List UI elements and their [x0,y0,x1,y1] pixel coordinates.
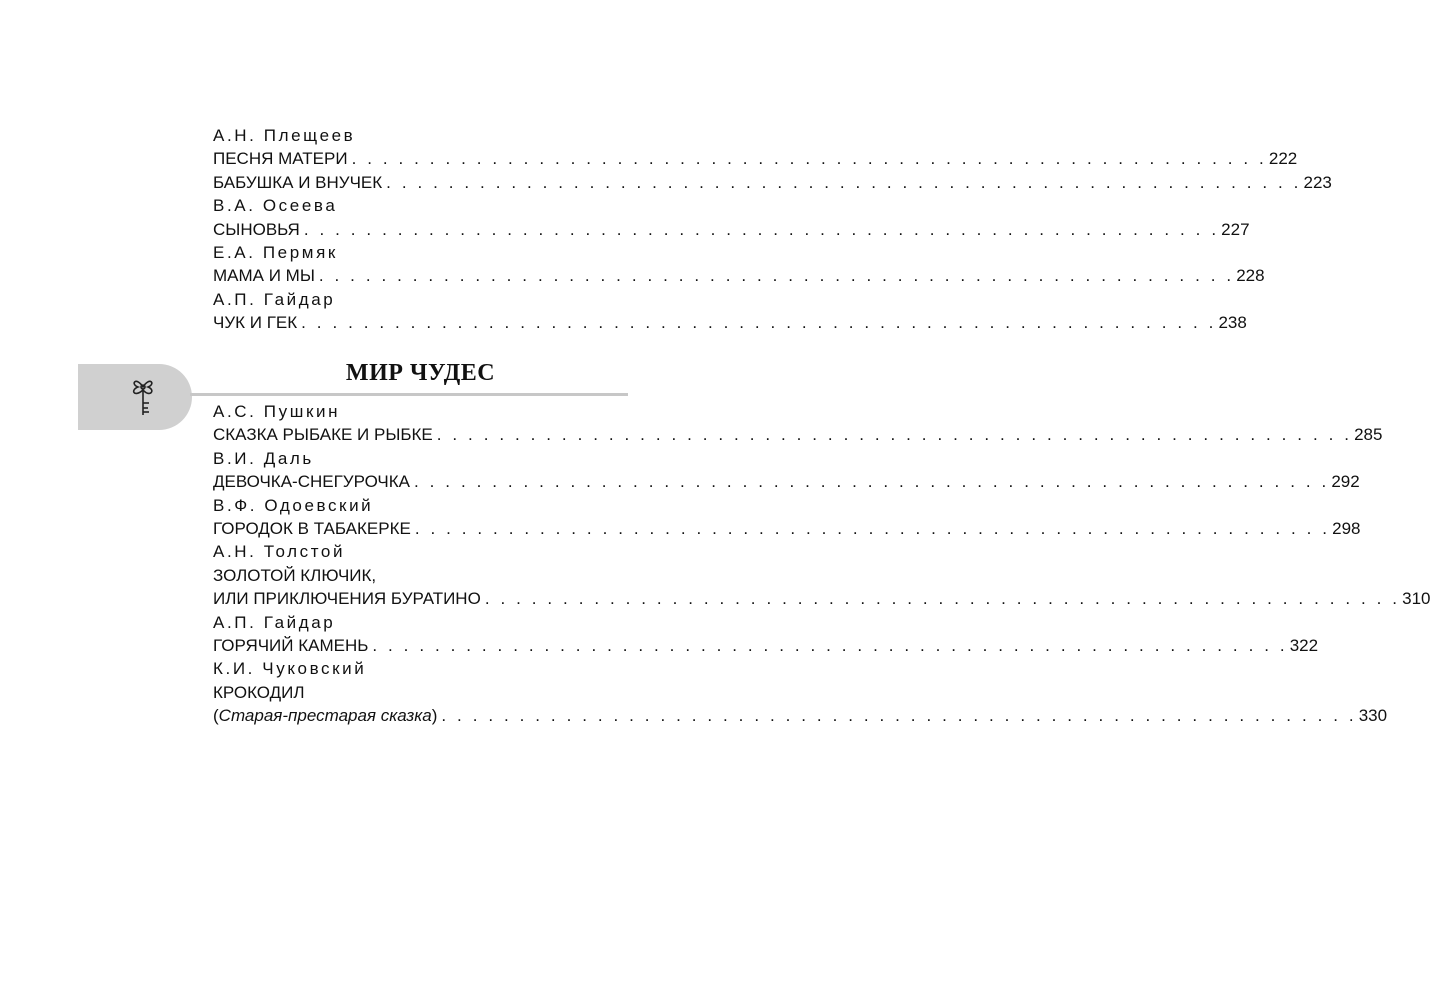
leader-dots: . . . . . . . . . . . . . . . . . . . . . . . . . . . . . . . . . . . . . . . . . . . . . . . . . . . . . . . . . . . [318,266,1235,286]
author-name: А.П. Гайдар [213,289,336,309]
entry-title: СКАЗКА РЫБАКЕ И РЫБКЕ [213,425,433,445]
page-number: 292 [1331,472,1360,492]
leader-dots: . . . . . . . . . . . . . . . . . . . . . . . . . . . . . . . . . . . . . . . . . . . . . . . . . . . . . . . . . . . [414,472,1330,492]
author-name: А.Н. Плещеев [213,126,356,145]
leader-dots: . . . . . . . . . . . . . . . . . . . . . . . . . . . . . . . . . . . . . . . . . . . . . . . . . . . . . . . . . . . [301,313,1217,333]
author-name: В.И. Даль [213,448,314,468]
toc-entry[interactable] [213,264,1265,287]
author-name: А.С. Пушкин [213,402,341,421]
paren-close: ) [431,706,438,726]
key-icon [126,374,160,420]
leader-dots: . . . . . . . . . . . . . . . . . . . . . . . . . . . . . . . . . . . . . . . . . . . . . . . . . . . . . . . . . . . [436,425,1353,445]
toc-top-block [213,124,1332,335]
entry-title: ГОРОДОК В ТАБАКЕРКЕ [213,518,411,538]
leader-dots: . . . . . . . . . . . . . . . . . . . . . . . . . . . . . . . . . . . . . . . . . . . . . . . . . . . . . . . . . . . [441,706,1357,726]
section-title: МИР ЧУДЕС [345,360,496,386]
page-number: 285 [1354,425,1383,445]
page-number: 227 [1221,219,1250,239]
entry-title: СЫНОВЬЯ [213,219,300,239]
toc-bottom-block [213,400,1431,727]
author-name: Е.А. Пермяк [213,242,338,262]
author-name: В.А. Осеева [213,196,338,216]
entry-title: БАБУШКА И ВНУЧЕК [213,172,383,192]
entry-title: ГОРЯЧИЙ КАМЕНЬ [213,635,369,655]
page-number: 223 [1303,172,1332,192]
page-number: 330 [1358,706,1388,726]
toc-entry[interactable] [213,634,1319,657]
leader-dots: . . . . . . . . . . . . . . . . . . . . . . . . . . . . . . . . . . . . . . . . . . . . . . . . . . . . . . . . . . . [414,518,1331,538]
toc-entry[interactable] [213,587,1431,610]
toc-entry[interactable] [213,517,1361,540]
author-name: К.И. Чуковский [213,659,367,679]
paren-open: ( [213,706,219,726]
entry-subtitle [213,704,437,727]
section-divider [190,393,628,396]
author-name: В.Ф. Одоевский [213,495,374,515]
toc-entry[interactable] [213,311,1247,334]
toc-entry[interactable] [213,704,1388,727]
leader-dots: . . . . . . . . . . . . . . . . . . . . . . . . . . . . . . . . . . . . . . . . . . . . . . . . . . . . . . . . . . . [372,635,1288,655]
entry-title: ПЕСНЯ МАТЕРИ [213,149,348,169]
author-name: А.П. Гайдар [213,612,336,632]
entry-title: ЧУК И ГЕК [213,313,298,333]
leader-dots: . . . . . . . . . . . . . . . . . . . . . . . . . . . . . . . . . . . . . . . . . . . . . . . . . . . . . . . . . . . [386,172,1302,192]
toc-entry[interactable] [213,147,1298,170]
leader-dots: . . . . . . . . . . . . . . . . . . . . . . . . . . . . . . . . . . . . . . . . . . . . . . . . . . . . . . . . . . . [303,219,1220,239]
page-number: 222 [1268,149,1298,169]
toc-entry[interactable] [213,423,1383,446]
entry-title-line: ЗОЛОТОЙ КЛЮЧИК, [213,565,377,585]
section-tab [78,364,192,430]
page-number: 322 [1289,635,1319,655]
entry-title: ИЛИ ПРИКЛЮЧЕНИЯ БУРАТИНО [213,589,481,609]
entry-title-line: КРОКОДИЛ [213,682,305,702]
page-number: 310 [1402,589,1431,609]
toc-entry[interactable] [213,218,1250,241]
page-number: 228 [1236,266,1265,286]
entry-title: МАМА И МЫ [213,266,315,286]
leader-dots: . . . . . . . . . . . . . . . . . . . . . . . . . . . . . . . . . . . . . . . . . . . . . . . . . . . . . . . . . . . [351,149,1267,169]
toc-entry[interactable] [213,171,1332,194]
toc-entry[interactable] [213,470,1360,493]
page-number: 298 [1332,518,1361,538]
page-number: 238 [1218,313,1247,333]
author-name: А.Н. Толстой [213,542,346,562]
subtitle-text: Старая-престарая сказка [218,706,432,726]
leader-dots: . . . . . . . . . . . . . . . . . . . . . . . . . . . . . . . . . . . . . . . . . . . . . . . . . . . . . . . . . . . [484,589,1401,609]
entry-title: ДЕВОЧКА-СНЕГУРОЧКА [213,472,410,492]
